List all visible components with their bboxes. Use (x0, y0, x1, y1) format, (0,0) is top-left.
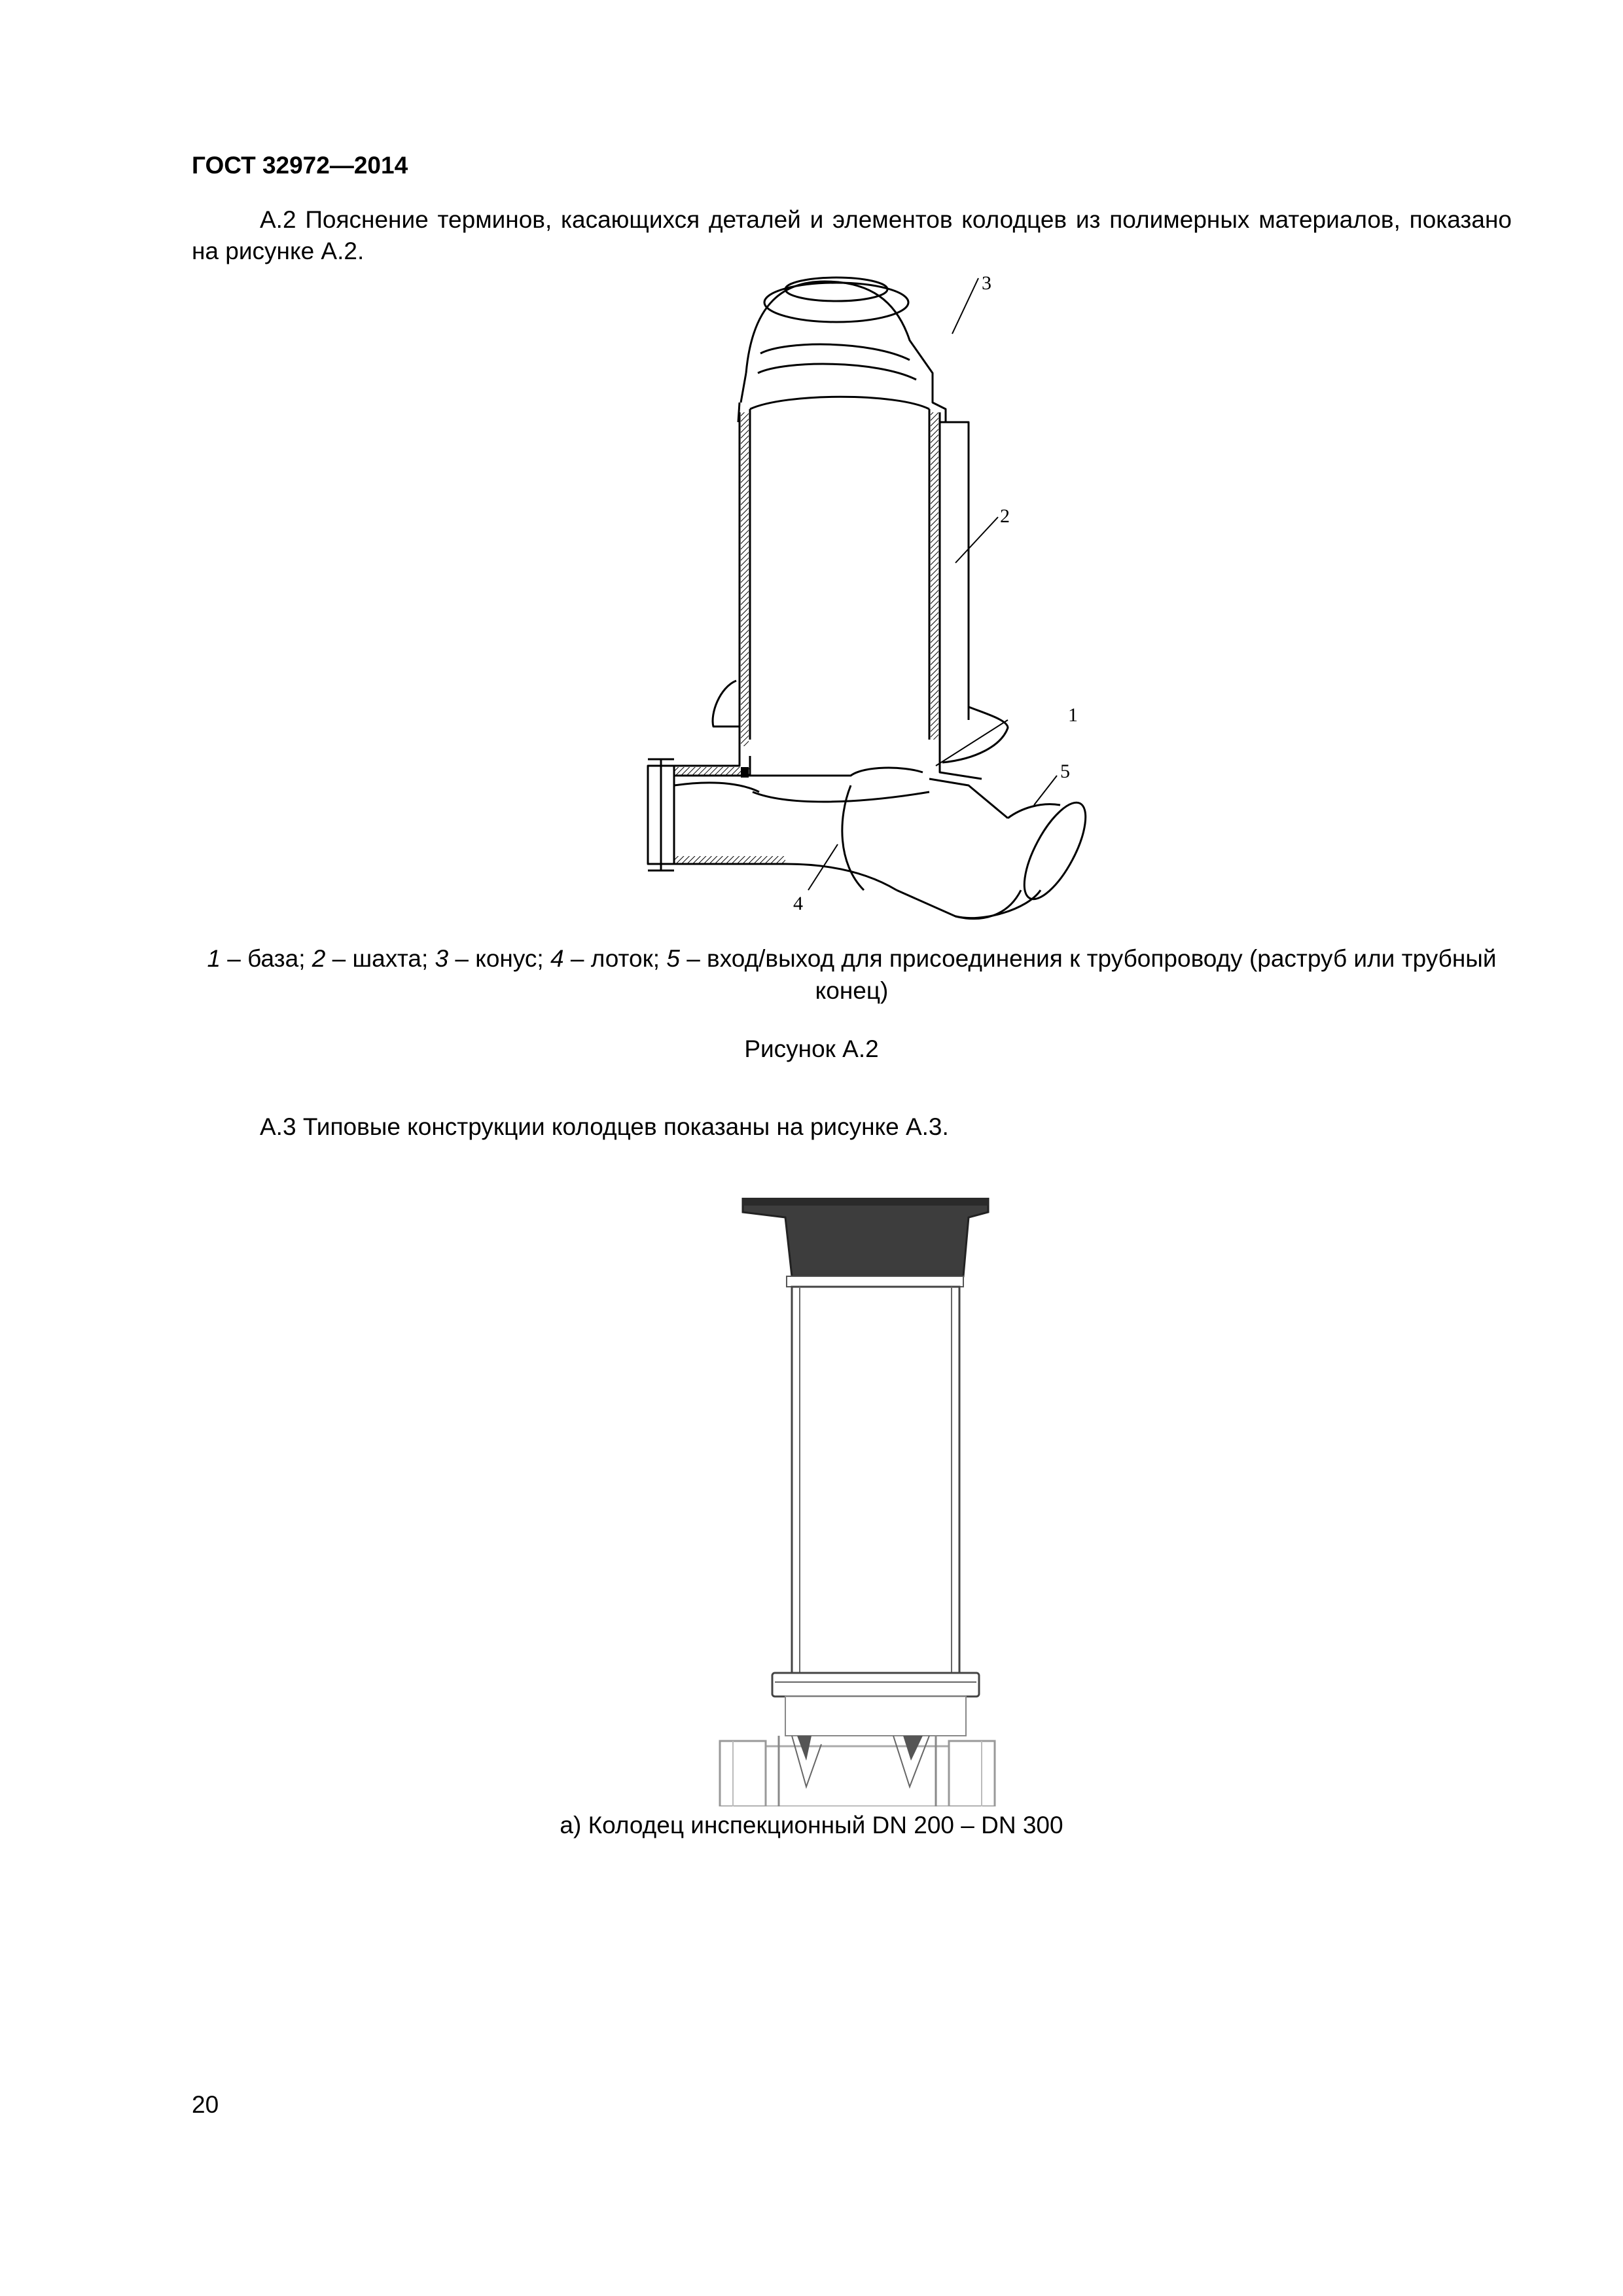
legend-num-2: 2 (312, 945, 326, 972)
legend-text-3: – конус; (448, 945, 550, 972)
legend-text-5: – вход/выход для присоединения к трубопроводу (раструб или трубный конец) (679, 945, 1497, 1004)
paragraph-a3: А.3 Типовые конструкции колодцев показаны на рисунке А.3. (260, 1113, 949, 1140)
legend-num-3: 3 (435, 945, 449, 972)
legend-num-5: 5 (666, 945, 680, 972)
figure-a2-caption: Рисунок А.2 (744, 1035, 879, 1062)
figure-a3a-caption: а) Колодец инспекционный DN 200 – DN 300 (560, 1812, 1063, 1839)
legend-num-4: 4 (550, 945, 564, 972)
callout-4: 4 (793, 893, 803, 914)
figure-a2-drawing (589, 262, 1099, 936)
page-number: 20 (192, 2091, 219, 2118)
callout-3: 3 (982, 272, 991, 294)
figure-a3a-drawing (707, 1198, 1008, 1806)
leader-3 (952, 278, 978, 334)
leader-2 (955, 517, 998, 563)
leader-5 (1034, 776, 1057, 805)
legend-text-4: – лоток; (563, 945, 667, 972)
legend-text-2: – шахта; (325, 945, 435, 972)
document-header: ГОСТ 32972—2014 (192, 152, 408, 179)
callout-5: 5 (1060, 761, 1070, 782)
figure-a2-legend (192, 942, 1512, 1007)
legend-num-1: 1 (207, 945, 221, 972)
callout-1: 1 (1068, 704, 1078, 726)
legend-text-1: – база; (221, 945, 312, 972)
callout-2: 2 (1000, 505, 1010, 527)
paragraph-a2: А.2 Пояснение терминов, касающихся деталей и элементов колодцев из полимерных материалов, показано на рисунке А.2. (192, 206, 1512, 264)
